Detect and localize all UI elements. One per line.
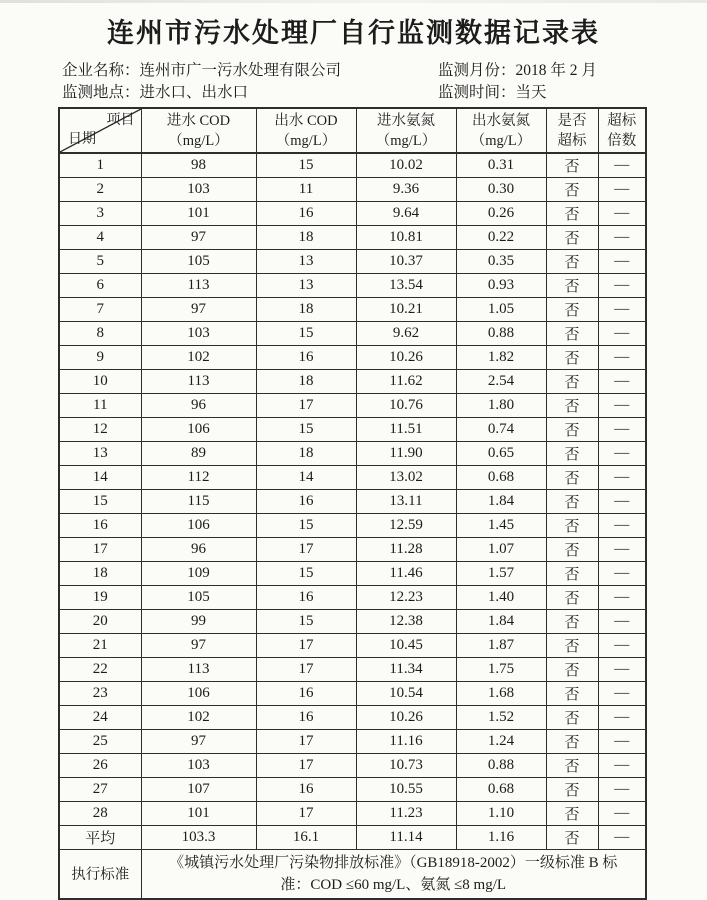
table-row [59,777,646,801]
value-cell: 89 [141,441,256,465]
value-cell: — [598,489,646,513]
date-cell: 5 [59,249,141,273]
value-cell: 否 [546,345,598,369]
monitoring-location-line [62,82,438,103]
value-cell: 103 [141,177,256,201]
value-cell: 106 [141,681,256,705]
value-cell: 13 [256,273,356,297]
value-cell: — [598,801,646,825]
value-cell: 否 [546,681,598,705]
value-cell: 1.80 [456,393,546,417]
value-cell: 否 [546,585,598,609]
value-cell: 1.24 [456,729,546,753]
value-cell: 1.45 [456,513,546,537]
table-row [59,393,646,417]
column-header: 进水 COD （mg/L） [141,108,256,153]
value-cell: — [598,513,646,537]
value-cell: — [598,537,646,561]
value-cell: 17 [256,801,356,825]
value-cell: 96 [141,393,256,417]
value-cell: 1.52 [456,705,546,729]
value-cell: 11.14 [356,825,456,849]
value-cell: 101 [141,201,256,225]
table-row [59,321,646,345]
value-cell: 0.65 [456,441,546,465]
date-cell: 6 [59,273,141,297]
value-cell: 否 [546,753,598,777]
value-cell: — [598,753,646,777]
value-cell: 否 [546,513,598,537]
value-cell: 17 [256,657,356,681]
value-cell: 1.10 [456,801,546,825]
value-cell: 15 [256,513,356,537]
value-cell: — [598,729,646,753]
value-cell: 0.31 [456,153,546,177]
value-cell: 1.82 [456,345,546,369]
value-cell: 17 [256,633,356,657]
corner-label-item: 项目 [106,113,135,128]
scan-edge-artifact [0,0,707,3]
value-cell: 18 [256,441,356,465]
date-cell: 21 [59,633,141,657]
value-cell: 13.54 [356,273,456,297]
monitoring-month-line [438,60,679,81]
table-row [59,801,646,825]
value-cell: 2.54 [456,369,546,393]
table-row [59,273,646,297]
value-cell: 103 [141,753,256,777]
value-cell: 115 [141,489,256,513]
date-cell: 13 [59,441,141,465]
value-cell: 9.36 [356,177,456,201]
value-cell: 13 [256,249,356,273]
value-cell: 11.51 [356,417,456,441]
value-cell: 103 [141,321,256,345]
value-cell: — [598,609,646,633]
company-name-line [62,60,438,81]
table-row [59,729,646,753]
value-cell: 否 [546,273,598,297]
value-cell: 否 [546,297,598,321]
value-cell: 113 [141,369,256,393]
value-cell: 1.68 [456,681,546,705]
table-row [59,657,646,681]
value-cell: 113 [141,657,256,681]
value-cell: 97 [141,729,256,753]
value-cell: 0.30 [456,177,546,201]
monitoring-time-label: 监测时间： [438,84,516,101]
value-cell: 0.22 [456,225,546,249]
value-cell: 107 [141,777,256,801]
value-cell: 113 [141,273,256,297]
value-cell: 99 [141,609,256,633]
info-row-2 [62,82,679,103]
value-cell: 97 [141,225,256,249]
value-cell: 17 [256,729,356,753]
table-row [59,633,646,657]
average-row [59,825,646,849]
value-cell: 否 [546,369,598,393]
table-row [59,585,646,609]
value-cell: 11.28 [356,537,456,561]
table-row [59,249,646,273]
value-cell: — [598,393,646,417]
date-cell: 9 [59,345,141,369]
value-cell: 否 [546,777,598,801]
value-cell: 16 [256,681,356,705]
value-cell: — [598,633,646,657]
monitoring-time-value: 当天 [515,84,547,101]
table-row [59,705,646,729]
value-cell: 10.45 [356,633,456,657]
company-name-value: 连州市广一污水处理有限公司 [139,62,342,79]
value-cell: — [598,705,646,729]
info-row-1 [62,60,679,81]
table-row [59,225,646,249]
corner-header-cell [59,108,141,153]
date-cell: 20 [59,609,141,633]
value-cell: 11.46 [356,561,456,585]
date-cell: 19 [59,585,141,609]
table-row [59,297,646,321]
table-row [59,489,646,513]
value-cell: 10.73 [356,753,456,777]
table-row [59,441,646,465]
value-cell: 12.23 [356,585,456,609]
date-cell: 15 [59,489,141,513]
value-cell: 0.26 [456,201,546,225]
table-row [59,609,646,633]
value-cell: — [598,201,646,225]
value-cell: 0.68 [456,465,546,489]
value-cell: 16 [256,585,356,609]
date-cell: 3 [59,201,141,225]
value-cell: 否 [546,633,598,657]
info-block [62,60,679,104]
value-cell: 15 [256,153,356,177]
value-cell: — [598,369,646,393]
value-cell: 106 [141,417,256,441]
table-row [59,417,646,441]
date-cell: 11 [59,393,141,417]
value-cell: 1.05 [456,297,546,321]
value-cell: 101 [141,801,256,825]
table-row [59,681,646,705]
value-cell: — [598,465,646,489]
value-cell: 14 [256,465,356,489]
value-cell: 0.35 [456,249,546,273]
date-cell: 17 [59,537,141,561]
value-cell: 否 [546,321,598,345]
date-cell: 14 [59,465,141,489]
date-cell: 2 [59,177,141,201]
value-cell: 否 [546,249,598,273]
value-cell: 16 [256,489,356,513]
value-cell: 102 [141,345,256,369]
value-cell: 否 [546,729,598,753]
value-cell: 10.26 [356,705,456,729]
value-cell: 15 [256,609,356,633]
date-cell: 26 [59,753,141,777]
date-cell: 24 [59,705,141,729]
date-cell: 18 [59,561,141,585]
value-cell: 11.23 [356,801,456,825]
value-cell: 103.3 [141,825,256,849]
value-cell: — [598,273,646,297]
table-row [59,201,646,225]
value-cell: 否 [546,417,598,441]
column-header: 超标 倍数 [598,108,646,153]
column-header: 出水 COD （mg/L） [256,108,356,153]
value-cell: 1.07 [456,537,546,561]
table-row [59,465,646,489]
monitoring-data-table [58,107,647,900]
value-cell: 否 [546,465,598,489]
value-cell: 17 [256,753,356,777]
value-cell: 12.38 [356,609,456,633]
value-cell: 否 [546,153,598,177]
value-cell: 17 [256,537,356,561]
value-cell: 否 [546,537,598,561]
date-cell: 12 [59,417,141,441]
value-cell: 10.26 [356,345,456,369]
standard-row [59,849,646,899]
value-cell: — [598,681,646,705]
value-cell: — [598,297,646,321]
company-name-label: 企业名称： [62,62,140,79]
table-row [59,153,646,177]
value-cell: 1.57 [456,561,546,585]
value-cell: 否 [546,225,598,249]
value-cell: 0.93 [456,273,546,297]
value-cell: 否 [546,489,598,513]
value-cell: 18 [256,369,356,393]
date-cell: 1 [59,153,141,177]
column-header: 进水氨氮 （mg/L） [356,108,456,153]
value-cell: — [598,825,646,849]
page-title: 连州市污水处理厂自行监测数据记录表 [107,18,600,48]
value-cell: 16 [256,777,356,801]
table-row [59,177,646,201]
value-cell: 11.90 [356,441,456,465]
date-cell: 22 [59,657,141,681]
value-cell: 16.1 [256,825,356,849]
value-cell: 98 [141,153,256,177]
value-cell: 10.76 [356,393,456,417]
value-cell: 否 [546,561,598,585]
value-cell: 10.37 [356,249,456,273]
monitoring-location-value: 进水口、出水口 [139,84,249,101]
value-cell: 11.34 [356,657,456,681]
value-cell: 1.40 [456,585,546,609]
value-cell: 15 [256,417,356,441]
value-cell: 11 [256,177,356,201]
monitoring-month-label: 监测月份： [438,62,516,79]
value-cell: 1.84 [456,609,546,633]
table-header-row [59,108,646,153]
value-cell: 105 [141,585,256,609]
value-cell: 否 [546,177,598,201]
value-cell: 17 [256,393,356,417]
value-cell: 否 [546,441,598,465]
value-cell: — [598,417,646,441]
date-cell: 平均 [59,825,141,849]
value-cell: 16 [256,345,356,369]
value-cell: 10.54 [356,681,456,705]
date-cell: 4 [59,225,141,249]
value-cell: 1.87 [456,633,546,657]
value-cell: 10.81 [356,225,456,249]
value-cell: 10.21 [356,297,456,321]
value-cell: 否 [546,609,598,633]
value-cell: 9.64 [356,201,456,225]
column-header: 出水氨氮 （mg/L） [456,108,546,153]
value-cell: — [598,153,646,177]
value-cell: — [598,561,646,585]
corner-label-date: 日期 [68,132,96,147]
value-cell: 13.11 [356,489,456,513]
value-cell: 0.88 [456,753,546,777]
value-cell: — [598,657,646,681]
value-cell: 102 [141,705,256,729]
column-header: 是否 超标 [546,108,598,153]
table-row [59,537,646,561]
value-cell: — [598,249,646,273]
value-cell: — [598,345,646,369]
table-row [59,345,646,369]
value-cell: — [598,585,646,609]
value-cell: 否 [546,801,598,825]
value-cell: 97 [141,633,256,657]
value-cell: 否 [546,393,598,417]
value-cell: 15 [256,561,356,585]
value-cell: 11.16 [356,729,456,753]
value-cell: 10.55 [356,777,456,801]
value-cell: 1.84 [456,489,546,513]
value-cell: 否 [546,825,598,849]
monitoring-time-line [438,82,679,103]
monitoring-month-value: 2018 年 2 月 [515,62,597,79]
value-cell: 16 [256,705,356,729]
value-cell: 112 [141,465,256,489]
value-cell: 否 [546,657,598,681]
date-cell: 7 [59,297,141,321]
value-cell: 否 [546,201,598,225]
value-cell: 10.02 [356,153,456,177]
table-row [59,513,646,537]
value-cell: — [598,225,646,249]
date-cell: 27 [59,777,141,801]
table-row [59,753,646,777]
standard-text-cell: 《城镇污水处理厂污染物排放标准》（GB18918-2002）一级标准 B 标准：COD ≤60 mg/L、氨氮 ≤8 mg/L [141,849,646,899]
value-cell: 18 [256,225,356,249]
value-cell: 106 [141,513,256,537]
value-cell: — [598,321,646,345]
value-cell: 12.59 [356,513,456,537]
value-cell: 9.62 [356,321,456,345]
value-cell: 16 [256,201,356,225]
value-cell: — [598,777,646,801]
date-cell: 28 [59,801,141,825]
date-cell: 8 [59,321,141,345]
date-cell: 16 [59,513,141,537]
value-cell: 1.16 [456,825,546,849]
value-cell: 11.62 [356,369,456,393]
table-row [59,561,646,585]
value-cell: 96 [141,537,256,561]
standard-label-cell: 执行标准 [59,849,141,899]
value-cell: 13.02 [356,465,456,489]
value-cell: 0.68 [456,777,546,801]
date-cell: 25 [59,729,141,753]
value-cell: 105 [141,249,256,273]
value-cell: 97 [141,297,256,321]
value-cell: 18 [256,297,356,321]
date-cell: 23 [59,681,141,705]
value-cell: 15 [256,321,356,345]
table-row [59,369,646,393]
value-cell: 109 [141,561,256,585]
monitoring-location-label: 监测地点： [62,84,140,101]
date-cell: 10 [59,369,141,393]
value-cell: — [598,177,646,201]
value-cell: 否 [546,705,598,729]
value-cell: 0.74 [456,417,546,441]
value-cell: 1.75 [456,657,546,681]
value-cell: 0.88 [456,321,546,345]
value-cell: — [598,441,646,465]
